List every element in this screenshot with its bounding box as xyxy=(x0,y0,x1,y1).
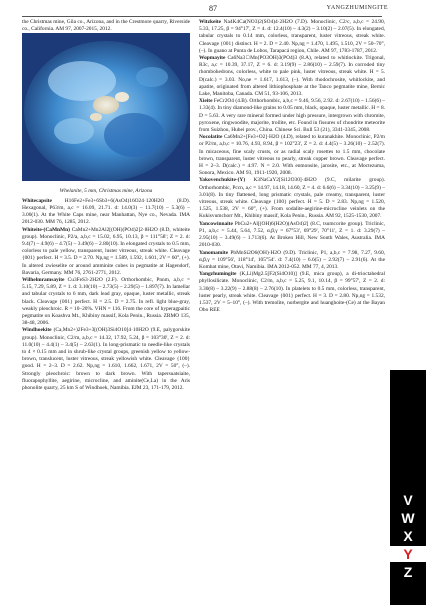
header-rule xyxy=(22,16,382,17)
entry-text: (K,Li)Mg2.5[F2(Si4O10)] (9.E, mica group), a di-trioctahedral phyllosilicate. Monoclinic, C2/m, a,b,c = 5.25, 9.1, 10.14, β = 99°57', Z = 2. d: 3.30(8) – 3.22(9) – 2.88(8) – 2.76(10). In platelets to 0.5 mm, colorless, transparent, luster pearly, streak white. Cleavage {001} perfect. H = 3. D = 2.80. Np,ng = 1.532, 1.537, 2V = 5–10°, (–). With tremolite, norbergite and huanghoite-(Ce) at the Bayan Obo REE xyxy=(199,271,385,314)
entry-headword: Yancowinnaite xyxy=(199,220,233,227)
entry-headword: Nocolatite xyxy=(199,134,223,141)
thumb-index-letter-y: Y xyxy=(390,546,426,562)
entry-headword: Yangzhumingite xyxy=(199,271,237,278)
photo-caption: Whelanite, 5 mm, Christmas mine, Arizona xyxy=(59,187,153,194)
entry-yakovenchukite xyxy=(199,177,385,220)
entry-text: Ca6Na3□Mn(PO3OH)3(PO4)3 (8.A), related to whitlockite. Trigonal, R3c, a,c = 10.39, 37.17, Z = 6. d: 3.19(9) – 2.86(10) – 2.59(7). In corroded tiny rhombohedrons, colorless, white to pale pink, luster vitreous, streak white. H = 5. D(calc.) = 3.03. No,ne = 1.617, 1.613, (–). With rhodochrosite, whitlockite, and apatite, originated from altered lithiophosphate at the Tanco pegmatite mine, Bernic Lake, Manitoba, Canada. CM 51, 93-106, 2013. xyxy=(199,55,385,98)
entry-headword: Whitecapsite xyxy=(22,197,52,204)
running-head: YANGZHUMINGITE xyxy=(326,5,388,11)
entry-whiteite xyxy=(22,227,190,277)
entry-text: Ca6Mn2+[Fe3+O2]·H2O (4.D), related to kuranakhite. Monoclinic, P2/m or P2/m, a,b,c = 10.76, 4.93, 8.94, β = 102°23', Z = 2. d: 4.4(5) – 3.26(10) – 2.52(7). In micaceous, fine scaly crusts, or as radial scaly rosettes to 1.5 mm, chocolate brown, transparent, luster vitreous to pearly, streak copper brown. Cleavage perfect. H = 2–3. D(calc.) = 4.97. N = 2.0. With enmonsite, jarosite, etc., at Moctezuma, Sonora, Mexico. AM 93, 1911-1920, 2008. xyxy=(199,134,385,177)
entry-text: Na4K4Ca(NO3)2(SO4)4·2H2O (7.D). Monoclinic, C2/c, a,b,c = 24.90, 5.33, 17.25, β = 94°17', Z = 4. d: 12.4(10) – 4.3(2) – 3.10(2) – 2.07(5). In elongated, tabular crystals to 0.14 mm, colorless, transparent, luster vitreous, streak white. Cleavage {001} distinct. H = 2. D = 2.40. Np,ng = 1.470, 1.495, 1.510, 2V = 50–70°, (–). In guano at Punta de Lobos, Tarapacá region, Chile. AM 97, 1783-1787, 2012. xyxy=(199,19,385,54)
entry-headword: Wilhelmramsayite xyxy=(22,277,65,284)
entry-yangzhumingite xyxy=(199,271,385,314)
entry-xieite xyxy=(199,98,385,134)
entry-headword: Witzkeite xyxy=(199,19,222,25)
entry-wopmayite xyxy=(199,55,385,98)
thumb-index-letter-x: X xyxy=(403,528,413,544)
entry-headword: Yanomamite xyxy=(199,249,229,256)
right-column xyxy=(199,19,385,314)
entry-headword: Whiteite-(CaMnMn) xyxy=(22,226,70,233)
entry-text: CaMn2+Mn2Al2[(OH)(PO4)2]2·8H2O (8.D, whiteite group). Monoclinic, P2/a, a,b,c = 15.02, 6.95, 10.13, β = 111°58'; Z = 2. d: 9.4(7) – 4.9(6) – 4.7(5) – 3.49(6) – 2.80(10). In elongated crystals to 0.5 mm, colorless to pale yellow, transparent, luster vitreous, streak white. Cleavage {001} perfect. H = 3.5. D = 2.70. Np,ng = 1.589, 1.592, 1.601, 2V = 60°, (+). In altered zwieselite or around amminite cubes in pegmatite at Hagendorf, Bavaria, Germany. MM 76, 2761-2771, 2012. xyxy=(22,226,190,276)
entry-witzkeite xyxy=(199,19,385,55)
left-column xyxy=(22,19,190,392)
thumb-index-letter-w: W xyxy=(401,510,415,526)
entry-text: PbMnSi2O6(OH)·H2O (9.D). Triclinic, P1, a,b,c = 7.98, 7.27, 9.60, α,β,γ = 109°56', 118°14', 105°54'. d: 7.4(10) – 6.6(5) – 2.92(7) – 2.91(6). At the Kombat mine, Otavi, Namibia. IMA 2012-052. MM 77, 4, 2013. xyxy=(199,249,385,270)
entry-text: PbCu2+Al[(OH)6(H2O)(AsO4)2] (8.C, tsumcorite group). Triclinic, P1, a,b,c = 5.44, 5.64, 7.52, α,β,γ = 67°53', 69°29', 70°11', Z = 1. d: 3.29(7) – 2.95(10) – 3.49(6) – 1.713(6). At Broken Hill, New South Wales, Australia. IMA 2010-030. xyxy=(199,220,385,249)
thumb-index-letter-v: V xyxy=(403,492,413,508)
entry-headword: Xieite xyxy=(199,98,213,105)
intro-text: the Christmas mine, Gila co., Arizona, and in the Crestmore quarry, Riverside co., California. AM 97, 2007-2015, 2012. xyxy=(22,19,190,33)
entry-text: H16Fe2+Fe3+6Sb3+6(AsO4)16O24·120H2O (8.D). Hexagonal, P63/m, a,c = 16.09, 21.71. d: 14.0(3) – 11.7(10) – 5.3(6) – 3.00(1). At the White Caps mine, near Manhattan, Nye co., Nevada. IMA 2012-030. MM 76, 1285, 2012. xyxy=(22,197,190,226)
entry-yancowinnaite xyxy=(199,221,385,250)
entry-whitecapsite xyxy=(22,198,190,227)
entry-windhoekite xyxy=(22,327,190,392)
entry-text: Cu3FeS3·2H2O (2.F). Orthorhombic, Pnnm, a,b,c = 5.15, 7.29, 5.89, Z = 1. d: 3.10(10) – 2.73(5) – 2.29(5) – 1.897(7). In lamellar and tabular crystals to 6 mm, dark lead gray, opaque, luster metallic, streak black. Cleavage {001} perfect. H = 2.5. D = 2.75. In refl. light blue-gray, weakly pleochroic. R = 10–20%. VHN = 116. From the core of hyperagpaitic pegmatite on Koashva Mt., Khibiny massif, Kola Penin., Russia. ZRMO 135, 38-48, 2006. xyxy=(22,277,190,327)
mineral-photo xyxy=(22,33,190,181)
entry-headword: Wopmayite xyxy=(199,55,226,62)
entry-nocolatite xyxy=(199,134,385,177)
entry-text: FeCr2O4 (4.B). Orthorhombic, a,b,c = 9.46, 9.56, 2.92. d: 2.67(10) – 1.56(6) – 1.33(4). In tiny diamond-like grains to 0.05 mm, black, opaque, luster metallic. H = 8. D = 5.63. A very rare mineral formed under high pressure, intergrown with chromite, pyroxene, ringwoodite, majorite, troilite, etc. Found in fissures of chondrite meteorite from Suizhou, Hubei prov., China. Chinese Sci. Bull 53 (21), 3341-3345, 2008. xyxy=(199,98,385,134)
entry-wilhelmramsayite xyxy=(22,277,190,327)
entry-text: K3NaCaY2[Si12O30]·4H2O (9.C, milarite group). Orthorhombic, Pccn, a,c = 14.97, 14.18, 14.60, Z = 4. d: 6.6(6) – 3.34(10) – 3.25(9) – 3.01(8). In tiny flattened, long prismatic crystals, pale creamy, transparent, luster vitreous, streak white. Cleavage {100} perfect. H = 5. D = 2.83. Np,ng = 1.520, 1.525, 1.538, 2V = 60°, (+). From sodalite-aegirine-microcline veinlets on the Kukisvumchorr Mt., Khibiny massif, Kola Penin., Russia. AM 92, 1525-1530, 2007. xyxy=(199,177,385,220)
entry-headword: Yakovenchukite-(Y) xyxy=(199,177,246,184)
entry-yanomamite xyxy=(199,250,385,272)
entry-text: (Ca,Mn2+)2Fe3+3[(OH)3Si4O10]4·10H2O (9.E, palygorskite group). Monoclinic, C2/m, a,b,c = 14.32, 17.92, 5.24, β = 103°30', Z = 2. d: 11.0(10) – 4.4(1) – 3.4(5) – 2.63(1). In long-prismatic to needle-like crystals to 4 × 0.15 mm and in shrub-like crystal groups, greenish yellow to yellow-brown, translucent, luster vitreous, streak yellowish white. Cleavage {100} good. H = 2–3. D = 2.62. Np,ng = 1.610, 1.662, 1.671, 2V = 50°, (–). Strongly pleochroic: brown to dark brown. With tapersuatsiaite, fluorapophyllite, aegirine, microcline, and aminite(Ce,La) in the Aris phonolite quarry, 25 km S of Windhoek, Namibia. EJM 23, 171-179, 2012. xyxy=(22,327,190,392)
thumb-index-letter-z: Z xyxy=(403,564,413,580)
page-number: 87 xyxy=(209,4,217,13)
entry-headword: Windhoekite xyxy=(22,327,52,334)
